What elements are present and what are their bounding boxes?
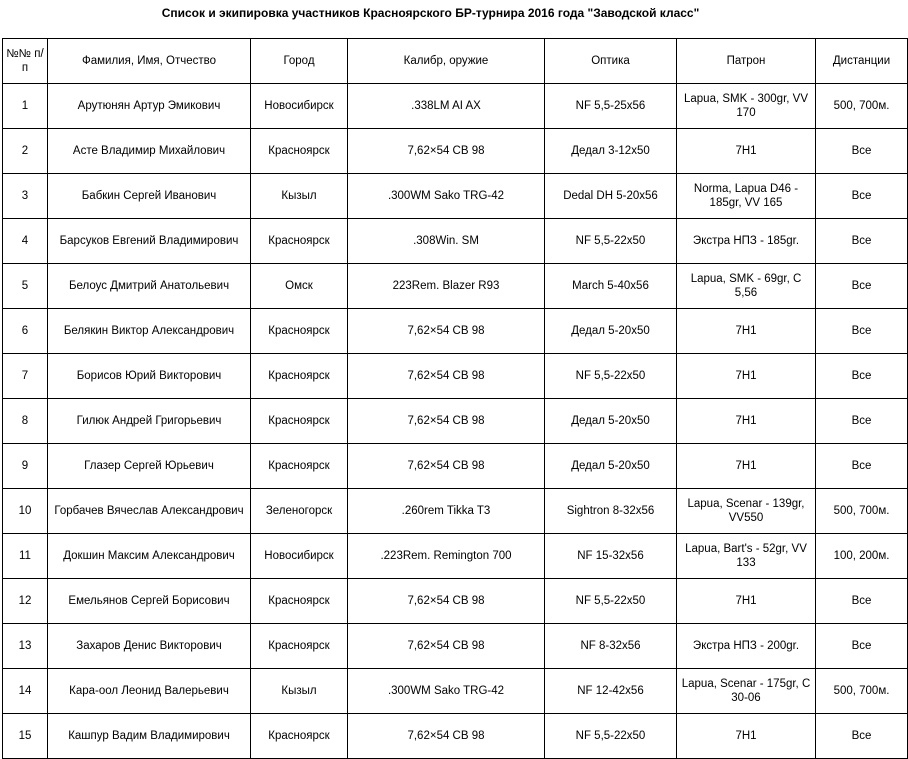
cell-optics: NF 5,5-22x50 [545,579,677,624]
cell-caliber: 7,62×54 СВ 98 [348,354,545,399]
cell-distance: Все [816,444,908,489]
cell-city: Новосибирск [251,84,348,129]
cell-optics: Dedal DH 5-20x56 [545,174,677,219]
table-row [3,444,908,489]
cell-caliber: .223Rem. Remington 700 [348,534,545,579]
header-city: Город [251,39,348,84]
cell-name: Емельянов Сергей Борисович [48,579,251,624]
cell-optics: NF 12-42x56 [545,669,677,714]
header-optics: Оптика [545,39,677,84]
cell-optics: NF 5,5-25x56 [545,84,677,129]
cell-city: Красноярск [251,399,348,444]
cell-number: 13 [3,624,48,669]
cell-city: Красноярск [251,309,348,354]
table-row [3,264,908,309]
cell-number: 14 [3,669,48,714]
cell-name: Арутюнян Артур Эмикович [48,84,251,129]
cell-optics: NF 5,5-22x50 [545,354,677,399]
cell-city: Красноярск [251,219,348,264]
cell-number: 3 [3,174,48,219]
cell-optics: NF 8-32x56 [545,624,677,669]
cell-city: Красноярск [251,354,348,399]
cell-number: 11 [3,534,48,579]
cell-distance: Все [816,219,908,264]
cell-name: Белякин Виктор Александрович [48,309,251,354]
cell-number: 2 [3,129,48,174]
table-row [3,219,908,264]
cell-name: Борисов Юрий Викторович [48,354,251,399]
cell-name: Кашпур Вадим Владимирович [48,714,251,759]
cell-city: Кызыл [251,669,348,714]
header-name: Фамилия, Имя, Отчество [48,39,251,84]
cell-name: Барсуков Евгений Владимирович [48,219,251,264]
table-row [3,354,908,399]
header-distance: Дистанции [816,39,908,84]
cell-caliber: 7,62×54 СВ 98 [348,129,545,174]
participants-table [2,38,908,759]
cell-optics: NF 5,5-22x50 [545,714,677,759]
cell-caliber: .300WM Sako TRG-42 [348,669,545,714]
header-caliber: Калибр, оружие [348,39,545,84]
table-row [3,489,908,534]
cell-distance: Все [816,354,908,399]
table-row [3,309,908,354]
table-row [3,534,908,579]
cell-name: Кара-оол Леонид Валерьевич [48,669,251,714]
cell-number: 15 [3,714,48,759]
cell-optics: Дедал 5-20x50 [545,444,677,489]
cell-ammo: 7Н1 [677,309,816,354]
table-row [3,669,908,714]
cell-optics: Дедал 5-20x50 [545,309,677,354]
header-number: №№ п/п [3,39,48,84]
cell-ammo: Lapua, Scenar - 139gr, VV550 [677,489,816,534]
cell-ammo: 7Н1 [677,444,816,489]
table-row [3,84,908,129]
cell-ammo: 7Н1 [677,129,816,174]
cell-ammo: Экстра НПЗ - 185gr. [677,219,816,264]
table-row [3,714,908,759]
cell-caliber: .260rem Tikka T3 [348,489,545,534]
cell-name: Гилюк Андрей Григорьевич [48,399,251,444]
cell-ammo: 7Н1 [677,399,816,444]
cell-distance: Все [816,714,908,759]
cell-distance: 500, 700м. [816,489,908,534]
cell-number: 12 [3,579,48,624]
table-row [3,399,908,444]
cell-city: Омск [251,264,348,309]
cell-ammo: 7Н1 [677,579,816,624]
cell-caliber: 223Rem. Blazer R93 [348,264,545,309]
cell-ammo: Lapua, Bart's - 52gr, VV 133 [677,534,816,579]
cell-optics: Дедал 5-20x50 [545,399,677,444]
cell-ammo: 7Н1 [677,714,816,759]
cell-city: Новосибирск [251,534,348,579]
table-header-row [3,39,908,84]
cell-distance: Все [816,579,908,624]
header-ammo: Патрон [677,39,816,84]
cell-caliber: 7,62×54 СВ 98 [348,444,545,489]
cell-name: Захаров Денис Викторович [48,624,251,669]
cell-city: Красноярск [251,714,348,759]
cell-name: Глазер Сергей Юрьевич [48,444,251,489]
cell-ammo: 7Н1 [677,354,816,399]
cell-number: 4 [3,219,48,264]
cell-number: 1 [3,84,48,129]
cell-ammo: Lapua, SMK - 300gr, VV 170 [677,84,816,129]
cell-caliber: .300WM Sako TRG-42 [348,174,545,219]
cell-optics: Дедал 3-12x50 [545,129,677,174]
cell-optics: Sightron 8-32x56 [545,489,677,534]
cell-name: Горбачев Вячеслав Александрович [48,489,251,534]
cell-number: 9 [3,444,48,489]
cell-distance: 100, 200м. [816,534,908,579]
cell-city: Красноярск [251,444,348,489]
cell-distance: Все [816,264,908,309]
cell-caliber: .308Win. SM [348,219,545,264]
cell-city: Красноярск [251,129,348,174]
cell-number: 6 [3,309,48,354]
cell-number: 10 [3,489,48,534]
cell-city: Кызыл [251,174,348,219]
cell-caliber: 7,62×54 СВ 98 [348,399,545,444]
cell-distance: 500, 700м. [816,669,908,714]
cell-caliber: 7,62×54 СВ 98 [348,579,545,624]
cell-number: 8 [3,399,48,444]
cell-optics: March 5-40x56 [545,264,677,309]
cell-name: Асте Владимир Михайлович [48,129,251,174]
cell-caliber: 7,62×54 СВ 98 [348,624,545,669]
cell-number: 5 [3,264,48,309]
cell-name: Бабкин Сергей Иванович [48,174,251,219]
cell-distance: Все [816,129,908,174]
table-row [3,624,908,669]
cell-caliber: .338LM AI AX [348,84,545,129]
cell-distance: Все [816,174,908,219]
cell-distance: Все [816,399,908,444]
cell-optics: NF 15-32x56 [545,534,677,579]
cell-name: Докшин Максим Александрович [48,534,251,579]
cell-name: Белоус Дмитрий Анатольевич [48,264,251,309]
cell-ammo: Lapua, Scenar - 175gr, C 30-06 [677,669,816,714]
cell-city: Красноярск [251,624,348,669]
cell-distance: Все [816,624,908,669]
cell-number: 7 [3,354,48,399]
cell-ammo: Lapua, SMK - 69gr, C 5,56 [677,264,816,309]
cell-ammo: Экстра НПЗ - 200gr. [677,624,816,669]
cell-caliber: 7,62×54 СВ 98 [348,714,545,759]
cell-caliber: 7,62×54 СВ 98 [348,309,545,354]
table-row [3,174,908,219]
table-row [3,129,908,174]
cell-city: Зеленогорск [251,489,348,534]
cell-ammo: Norma, Lapua D46 - 185gr, VV 165 [677,174,816,219]
cell-distance: 500, 700м. [816,84,908,129]
table-row [3,579,908,624]
cell-distance: Все [816,309,908,354]
document-title: Список и экипировка участников Красноярского БР-турнира 2016 года "Заводской класс" [161,6,700,20]
cell-optics: NF 5,5-22x50 [545,219,677,264]
cell-city: Красноярск [251,579,348,624]
